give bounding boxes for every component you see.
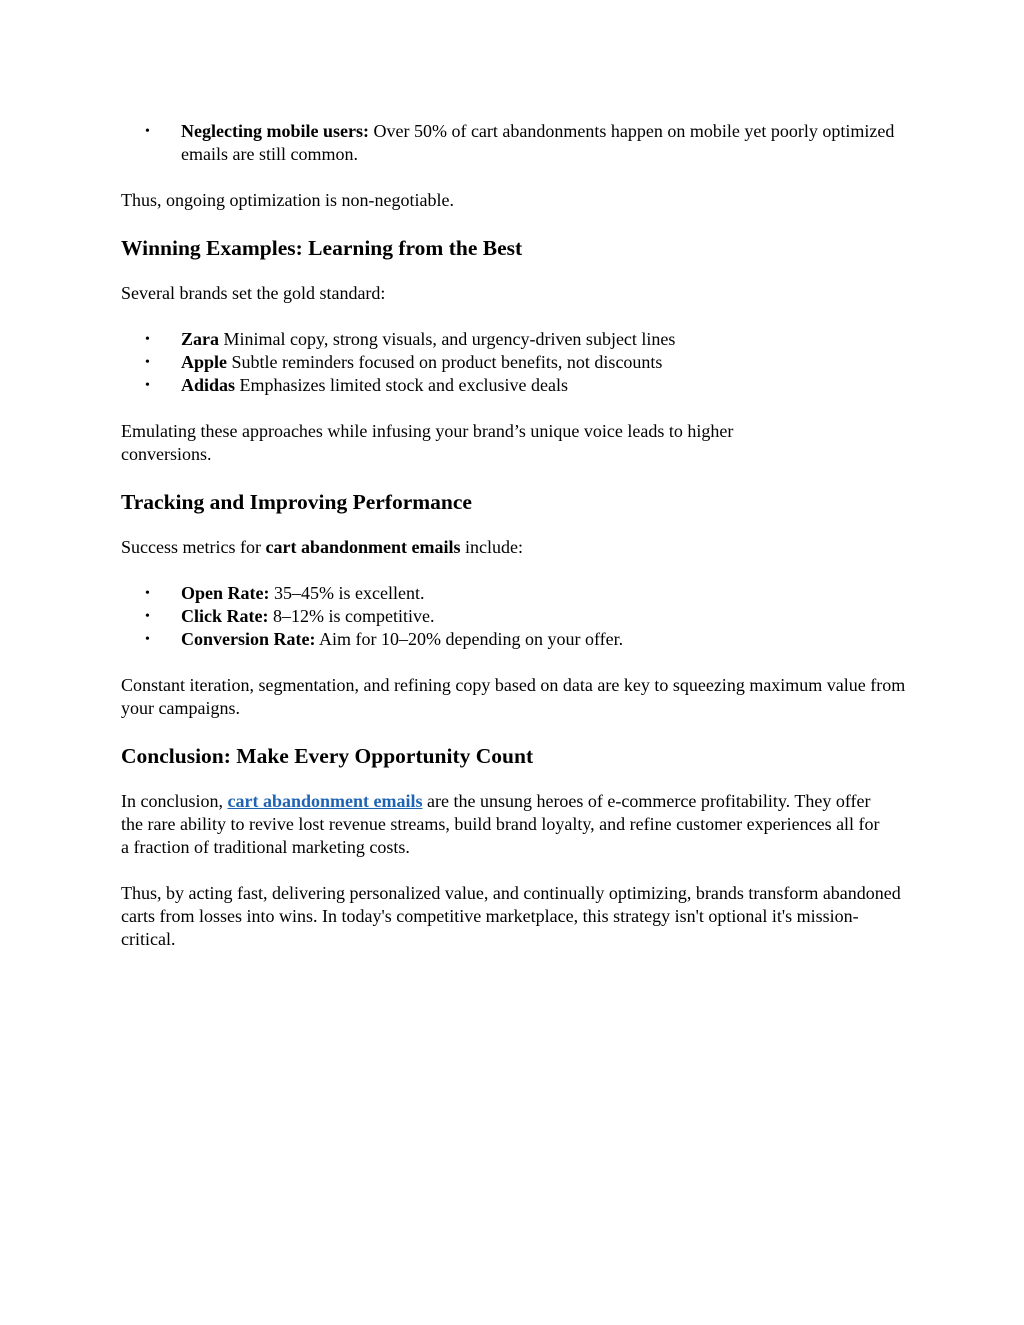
list-item-label: Open Rate: xyxy=(181,583,270,603)
paragraph-thus-acting-fast: Thus, by acting fast, delivering personalized value, and continually optimizing, brands transform abandoned carts from losses into wins. In today's competitive marketplace, this strategy isn't optional it's mission-critical. xyxy=(121,883,901,949)
bullet-list-metrics xyxy=(121,582,921,651)
list-item-label: Click Rate: xyxy=(181,606,269,626)
paragraph-text: are the unsung heroes of e-commerce profitability. They offer the rare ability to revive lost revenue streams, build brand loyalty, and refine customer experiences all for a fraction of traditional marketing costs. xyxy=(121,791,880,857)
paragraph-text: Success metrics for xyxy=(121,537,266,557)
list-item xyxy=(121,351,921,374)
bullet-icon: • xyxy=(145,378,150,393)
list-item xyxy=(121,120,921,166)
bullet-list-brands xyxy=(121,328,921,397)
paragraph-conclusion xyxy=(121,790,881,859)
paragraph-constant-iteration: Constant iteration, segmentation, and refining copy based on data are key to squeezing maximum value from your campaigns. xyxy=(121,675,906,718)
list-item xyxy=(121,628,921,651)
list-item xyxy=(121,328,921,351)
bullet-icon: • xyxy=(145,355,150,370)
list-item-label: Adidas xyxy=(181,375,236,395)
bullet-icon: • xyxy=(145,332,150,347)
paragraph-text: In conclusion, xyxy=(121,791,228,811)
bullet-icon: • xyxy=(145,609,150,624)
list-item-text: 8–12% is competitive. xyxy=(268,606,435,626)
list-item-text: Subtle reminders focused on product benefits, not discounts xyxy=(227,352,663,372)
list-item xyxy=(121,374,921,397)
list-item-text: Emphasizes limited stock and exclusive deals xyxy=(235,375,568,395)
list-item-text: 35–45% is excellent. xyxy=(269,583,425,603)
heading-tracking-performance: Tracking and Improving Performance xyxy=(121,490,472,514)
list-item-text: Aim for 10–20% depending on your offer. xyxy=(315,629,624,649)
paragraph-text: include: xyxy=(460,537,523,557)
list-item-label: Neglecting mobile users: xyxy=(181,121,369,141)
paragraph-thus-optimization: Thus, ongoing optimization is non-negotiable. xyxy=(121,190,454,210)
heading-winning-examples: Winning Examples: Learning from the Best xyxy=(121,236,523,260)
document-page xyxy=(121,120,921,951)
list-item-label: Apple xyxy=(181,352,228,372)
list-item-text: Over 50% of cart abandonments happen on mobile yet poorly optimized emails are still common. xyxy=(181,121,895,164)
paragraph-several-brands: Several brands set the gold standard: xyxy=(121,283,386,303)
cart-abandonment-emails-link[interactable]: cart abandonment emails xyxy=(227,791,423,811)
list-item-text: Minimal copy, strong visuals, and urgency-driven subject lines xyxy=(219,329,676,349)
list-item xyxy=(121,605,921,628)
bullet-icon: • xyxy=(145,586,150,601)
keyword-bold: cart abandonment emails xyxy=(265,537,461,557)
list-item-label: Zara xyxy=(181,329,219,349)
bullet-icon: • xyxy=(145,124,150,139)
heading-conclusion: Conclusion: Make Every Opportunity Count xyxy=(121,744,534,768)
bullet-icon: • xyxy=(145,632,150,647)
list-item-label: Conversion Rate: xyxy=(181,629,316,649)
paragraph-emulating: Emulating these approaches while infusing your brand’s unique voice leads to higher conversions. xyxy=(121,421,734,464)
list-item xyxy=(121,582,921,605)
paragraph-success-metrics xyxy=(121,536,921,559)
bullet-list-pitfalls xyxy=(121,120,921,166)
